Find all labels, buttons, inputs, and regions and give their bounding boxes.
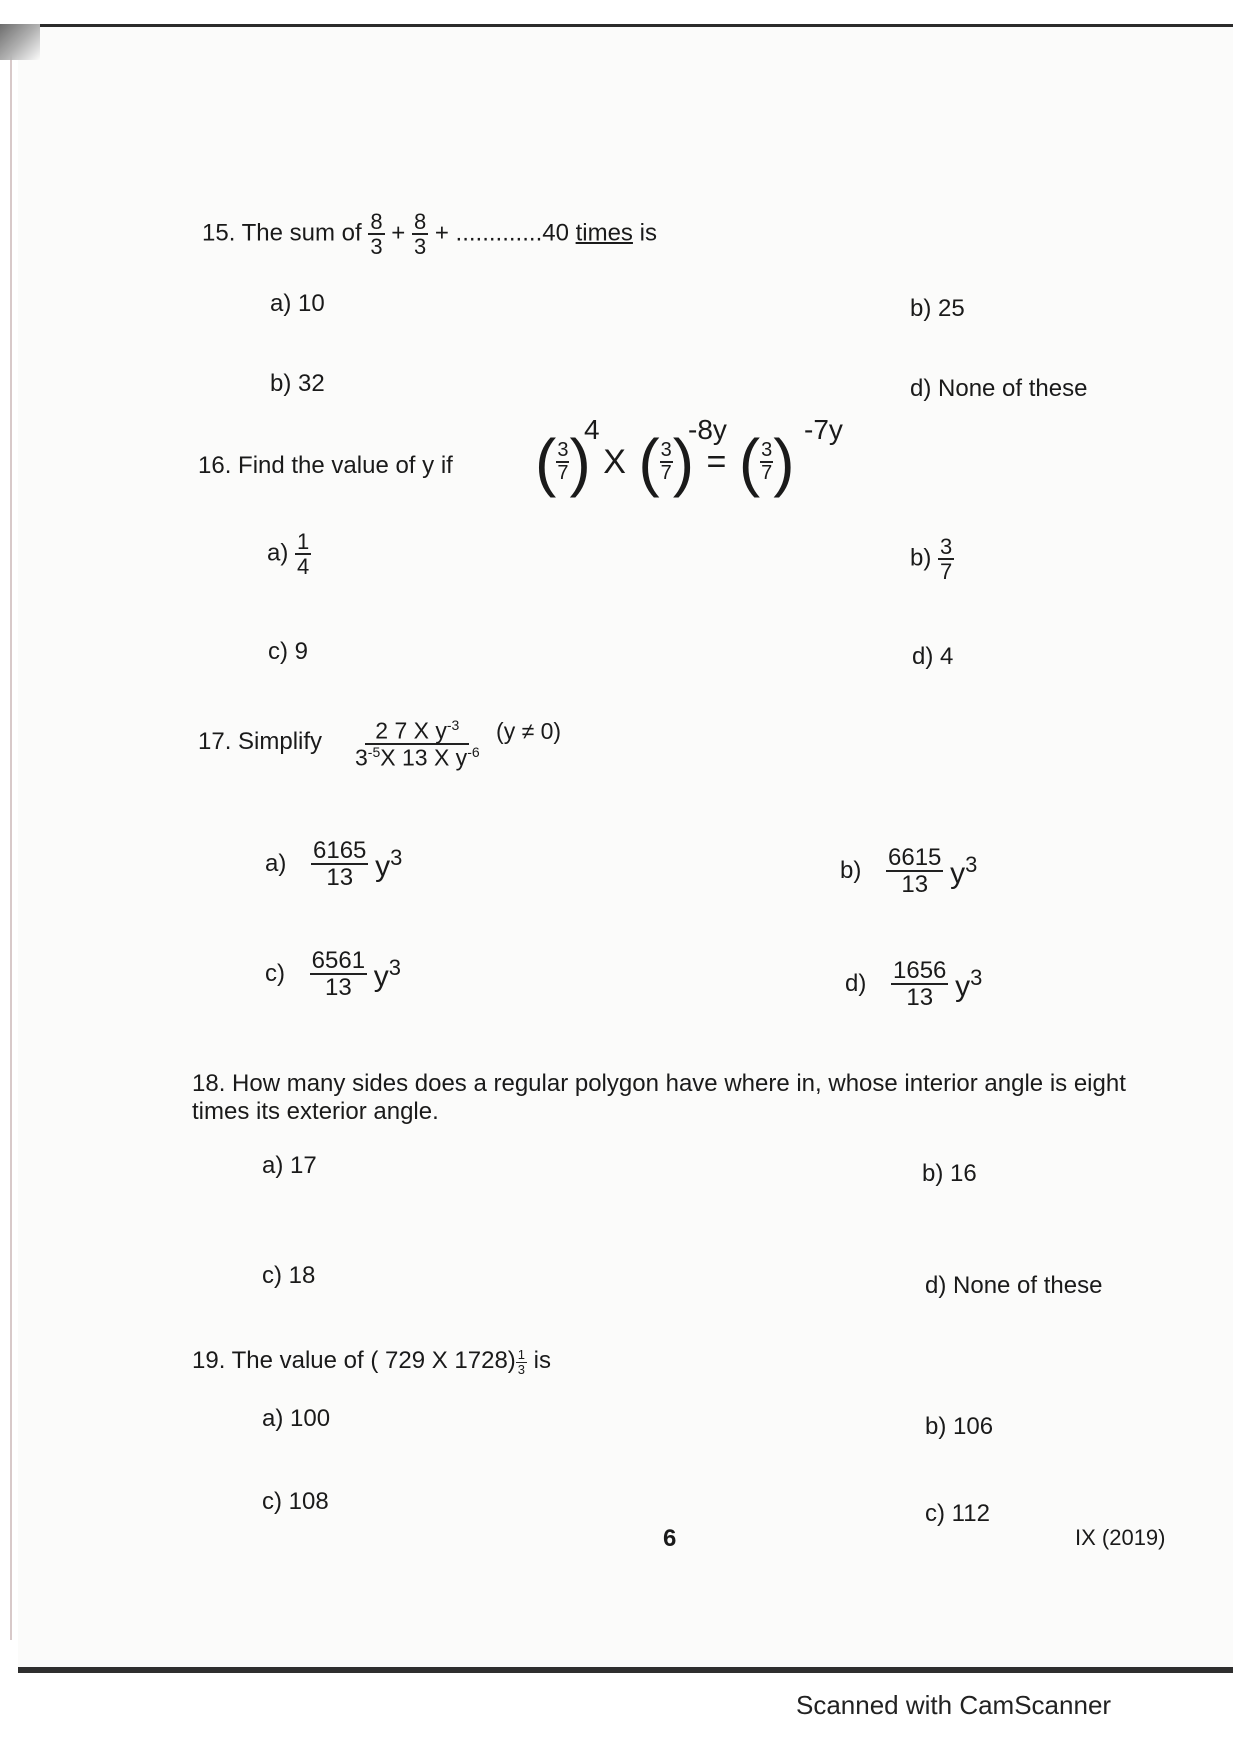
page-corner-shadow bbox=[0, 24, 40, 60]
page-edge bbox=[10, 40, 12, 1640]
q17-option-b: b) $\frac{6615}{13}$ $y^3$ bbox=[840, 844, 978, 899]
q15-option-c: b) 32 bbox=[270, 370, 325, 397]
q16-base-2: $\frac{3}{7}$ bbox=[660, 439, 672, 484]
q15-lead: 15. The sum of bbox=[202, 219, 362, 247]
q16-base-3: $\frac{3}{7}$ bbox=[761, 439, 773, 484]
q19-option-b: b) 106 bbox=[925, 1413, 994, 1440]
q17-option-a: a) $\frac{6165}{13}$ $y^3$ bbox=[265, 837, 403, 892]
q17-lead: 17. Simplify bbox=[198, 728, 323, 755]
q16-option-d: d) 4 bbox=[912, 643, 954, 670]
q16-option-a: a) $\frac{1}{4}$ bbox=[267, 529, 310, 580]
q16-exponent-1: 4 bbox=[584, 414, 600, 445]
q18-option-c: c) 18 bbox=[262, 1262, 316, 1289]
q19-exponent: $\frac{1}{3}$ bbox=[517, 1347, 526, 1377]
q16-base-1: $\frac{3}{7}$ bbox=[557, 439, 569, 484]
q17-option-c: c) $\frac{6561}{13}$ $y^3$ bbox=[265, 947, 401, 1002]
class-year-label: IX (2019) bbox=[1075, 1525, 1166, 1550]
q18-option-d: d) None of these bbox=[925, 1272, 1103, 1299]
q19-option-c: c) 108 bbox=[262, 1488, 329, 1515]
q15-fraction-1: $\frac{8}{3}$ bbox=[370, 209, 383, 260]
q16-option-b: b) $\frac{3}{7}$ bbox=[910, 534, 953, 585]
page-number: 6 bbox=[663, 1525, 677, 1552]
q18-text-line-2: times its exterior angle. bbox=[192, 1098, 439, 1125]
scanned-page bbox=[18, 24, 1233, 1673]
q15-option-a: a) 10 bbox=[270, 290, 325, 317]
q19-option-d: c) 112 bbox=[925, 1500, 990, 1527]
question-15: 15. The sum of $\frac{8}{3}$ + $\frac{8}{3}$ + .............40 times is bbox=[202, 209, 657, 260]
q16-equation: ( $\frac{3}{7}$ ) X ( $\frac{3}{7}$ ) = ( $\frac{3}{7}$ ) bbox=[535, 426, 795, 498]
q15-fraction-2: $\frac{8}{3}$ bbox=[413, 209, 427, 260]
q16-option-c: c) 9 bbox=[268, 638, 309, 665]
camscanner-watermark: Scanned with CamScanner bbox=[796, 1690, 1112, 1720]
q19-text: 19. The value of ( 729 X 1728) $\frac{1}{3}$ is bbox=[192, 1347, 552, 1377]
q16-exponent-2: -8y bbox=[688, 414, 727, 445]
q15-option-b: b) 25 bbox=[910, 295, 965, 322]
q18-option-a: a) 17 bbox=[262, 1152, 317, 1179]
q16-lead: 16. Find the value of y if bbox=[198, 452, 453, 479]
q18-text-line-1: 18. How many sides does a regular polygon have where in, whose interior angle is eight bbox=[192, 1070, 1126, 1097]
q15-option-d: d) None of these bbox=[910, 375, 1088, 402]
q16-exponent-3: -7y bbox=[804, 414, 843, 445]
q17-option-d: d) $\frac{1656}{13}$ $y^3$ bbox=[845, 957, 983, 1012]
q17-expression: $\frac{2 7 X y^{-3}}{3^{-5}X 13 X y^{-6}}$ (y ≠ 0) bbox=[355, 717, 562, 771]
q19-option-a: a) 100 bbox=[262, 1405, 331, 1432]
q18-option-b: b) 16 bbox=[922, 1160, 977, 1187]
